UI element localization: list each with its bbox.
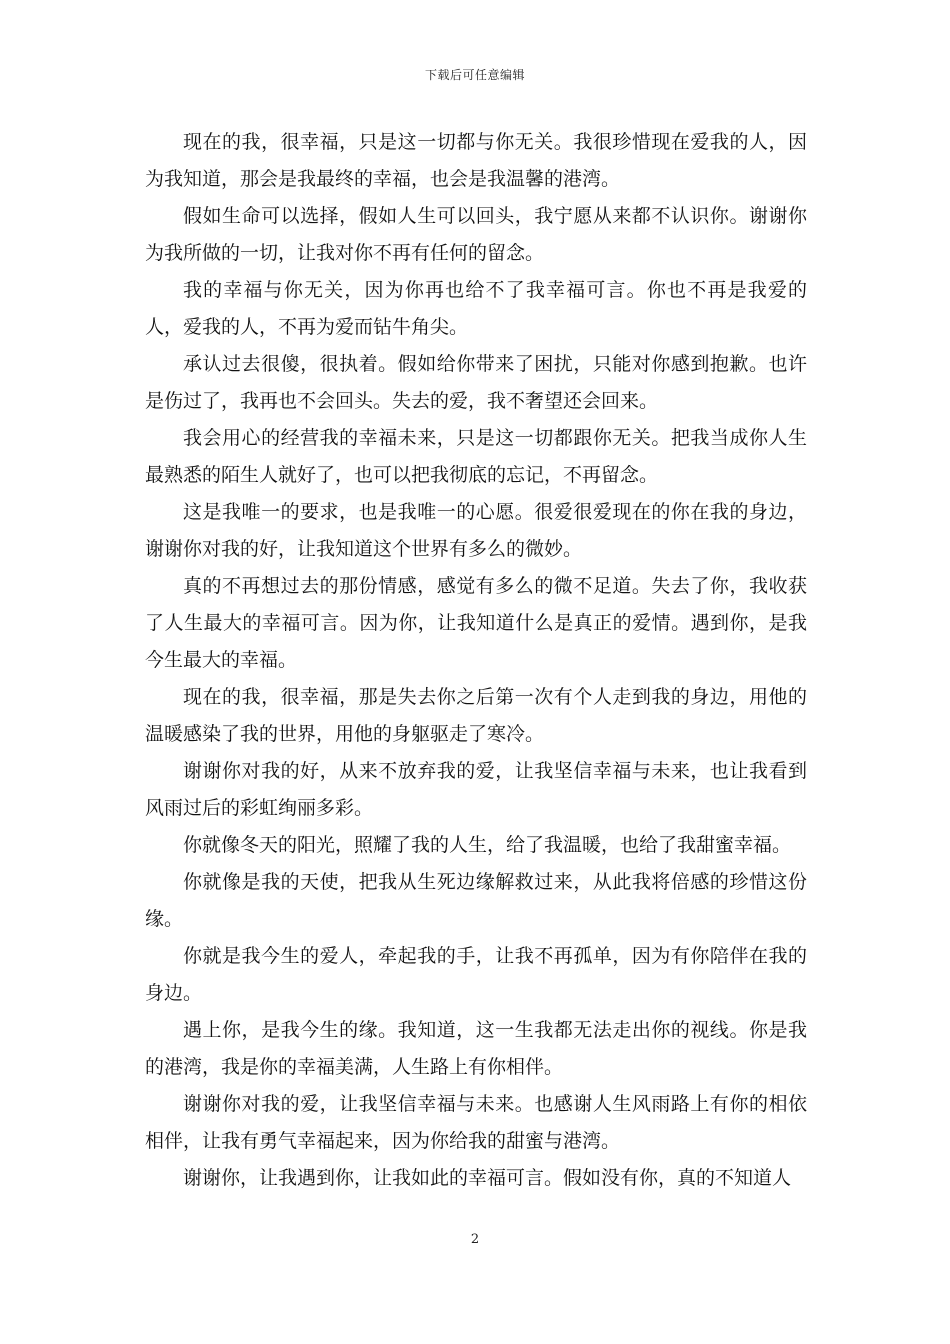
page-number: 2 <box>470 1232 480 1247</box>
paragraph: 你就是我今生的爱人，牵起我的手，让我不再孤单，因为有你陪伴在我的身边。 <box>145 945 807 1004</box>
paragraph: 现在的我，很幸福，只是这一切都与你无关。我很珍惜现在爱我的人，因为我知道，那会是我最终的幸福，也会是我温馨的港湾。 <box>145 131 807 190</box>
paragraph: 承认过去很傻，很执着。假如给你带来了困扰，只能对你感到抱歉。也许是伤过了，我再也不会回头。失去的爱，我不奢望还会回来。 <box>145 353 807 412</box>
paragraph: 谢谢你，让我遇到你，让我如此的幸福可言。假如没有你，真的不知道人 <box>183 1167 792 1189</box>
page-header: 下载后可任意编辑 <box>424 68 525 82</box>
paragraph: 真的不再想过去的那份情感，感觉有多么的微不足道。失去了你，我收获了人生最大的幸福可言。因为你，让我知道什么是真正的爱情。遇到你，是我今生最大的幸福。 <box>145 575 807 671</box>
paragraph: 谢谢你对我的好，从来不放弃我的爱，让我坚信幸福与未来，也让我看到风雨过后的彩虹绚丽多彩。 <box>145 760 807 819</box>
paragraph: 你就像是我的天使，把我从生死边缘解救过来，从此我将倍感的珍惜这份缘。 <box>145 871 807 930</box>
paragraph: 遇上你，是我今生的缘。我知道，这一生我都无法走出你的视线。你是我的港湾，我是你的幸福美满，人生路上有你相伴。 <box>145 1019 807 1078</box>
paragraph: 假如生命可以选择，假如人生可以回头，我宁愿从来都不认识你。谢谢你为我所做的一切，让我对你不再有任何的留念。 <box>145 205 807 264</box>
paragraph: 你就像冬天的阳光，照耀了我的人生，给了我温暖，也给了我甜蜜幸福。 <box>183 834 792 856</box>
paragraph: 我的幸福与你无关，因为你再也给不了我幸福可言。你也不再是我爱的人，爱我的人，不再为爱而钻牛角尖。 <box>145 279 807 338</box>
paragraph: 谢谢你对我的爱，让我坚信幸福与未来。也感谢人生风雨路上有你的相依相伴，让我有勇气幸福起来，因为你给我的甜蜜与港湾。 <box>145 1093 807 1152</box>
paragraph: 现在的我，很幸福，那是失去你之后第一次有个人走到我的身边，用他的温暖感染了我的世界，用他的身躯驱走了寒冷。 <box>145 686 807 745</box>
document-body <box>145 124 807 1197</box>
paragraph: 这是我唯一的要求，也是我唯一的心愿。很爱很爱现在的你在我的身边，谢谢你对我的好，让我知道这个世界有多么的微妙。 <box>145 501 807 560</box>
paragraph: 我会用心的经营我的幸福未来，只是这一切都跟你无关。把我当成你人生最熟悉的陌生人就好了，也可以把我彻底的忘记，不再留念。 <box>145 427 807 486</box>
